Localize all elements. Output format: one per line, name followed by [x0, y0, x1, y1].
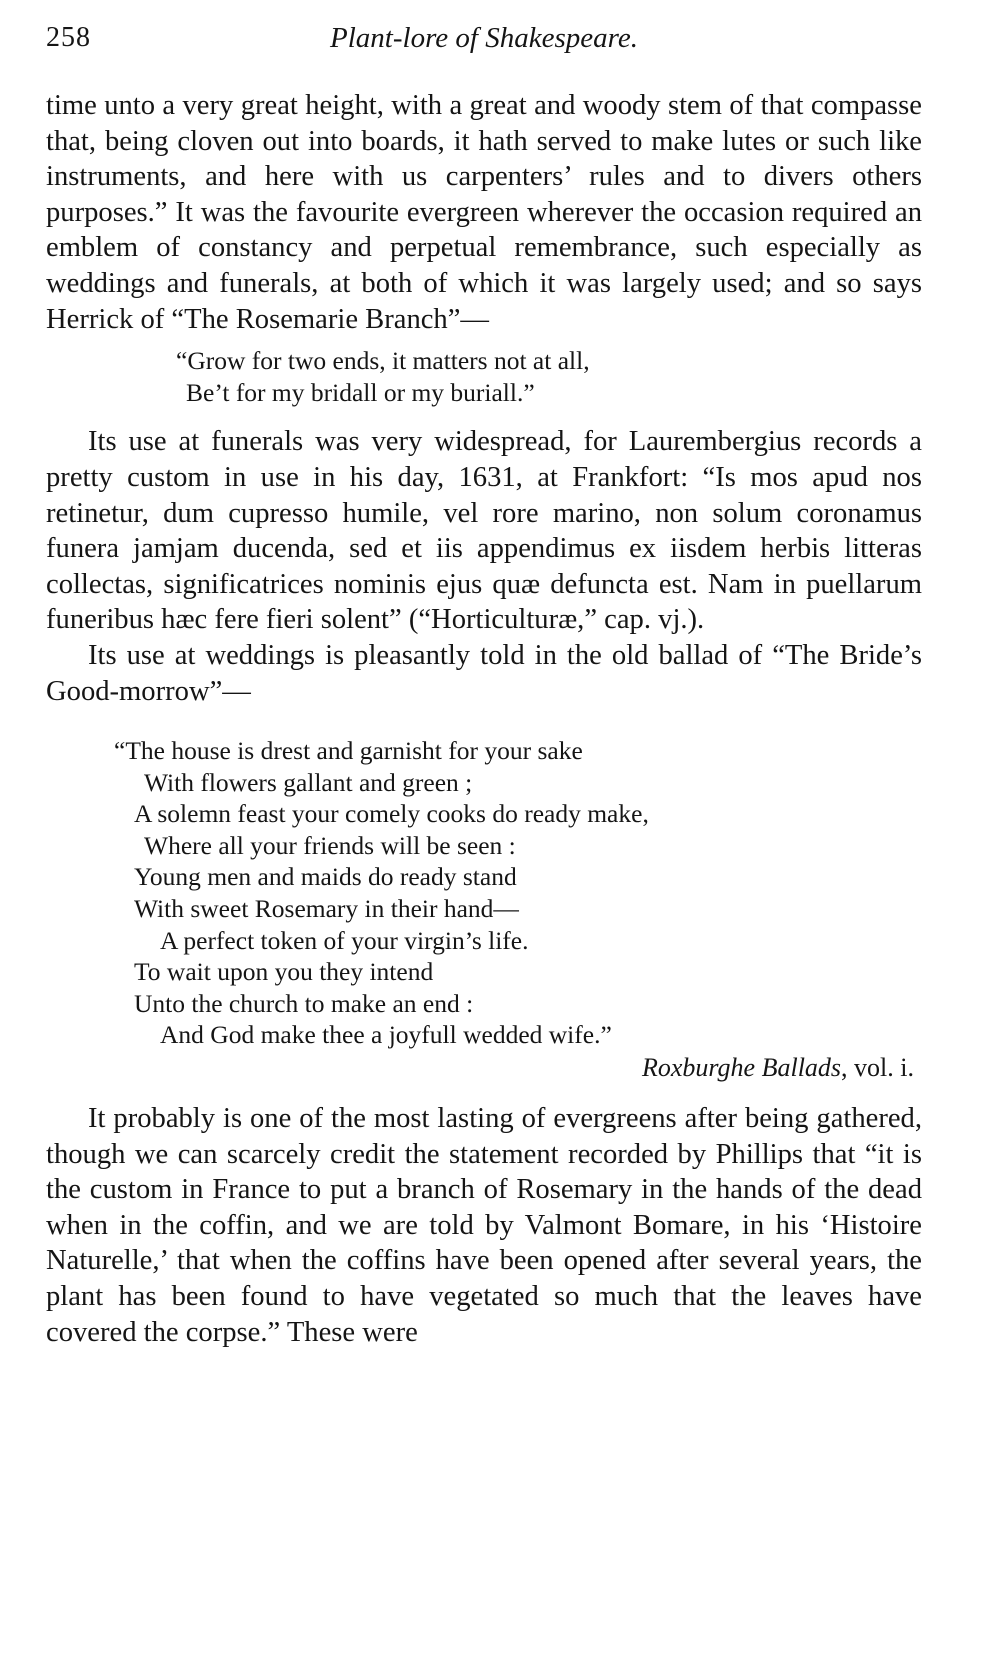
- paragraph-herrick: time unto a very great height, with a great and woody stem of that compasse that, being cloven out into boards, it hath served to make lutes or such like instruments, and here with us carpenters’ rules and to divers others purposes.” It was the favourite evergreen wherever the occasion required an emblem of constancy and perpetual remembrance, such especially as weddings and funerals, at both of which it was largely used; and so says Herrick of “The Rosemarie Branch”—: [46, 90, 922, 335]
- verse-line: A perfect token of your virgin’s life.: [160, 925, 529, 955]
- verse-citation: [46, 1051, 922, 1085]
- verse-line: To wait upon you they intend: [134, 957, 434, 987]
- verse-line: With sweet Rosemary in their hand—: [134, 894, 519, 924]
- paragraph-weddings: Its use at weddings is pleasantly told in the old ballad of “The Bride’s Good-morrow”—: [46, 639, 922, 707]
- verse-rosemarie-branch: [46, 345, 922, 408]
- verse-line: A solemn feast your comely cooks do ready make,: [134, 799, 649, 829]
- running-title: Plant-lore of Shakespeare.: [330, 22, 638, 54]
- verse-line: Where all your friends will be seen :: [144, 830, 516, 860]
- citation-volume: , vol. i.: [841, 1053, 914, 1083]
- verse-line: Be’t for my bridall or my buriall.”: [186, 377, 535, 407]
- book-page: [46, 0, 922, 1654]
- citation-title: Roxburghe Ballads: [641, 1053, 842, 1083]
- verse-line: “Grow for two ends, it matters not at all,: [176, 346, 590, 376]
- verse-brides-good-morrow: [46, 735, 922, 1051]
- page-number: 258: [46, 22, 91, 53]
- verse-line: With flowers gallant and green ;: [144, 767, 473, 797]
- verse-line: Young men and maids do ready stand: [134, 862, 517, 892]
- verse-line: And God make thee a joyfull wedded wife.”: [160, 1020, 612, 1050]
- page-body: [46, 88, 922, 1350]
- verse-line: “The house is drest and garnisht for your sake: [114, 736, 583, 766]
- page-header: [46, 22, 922, 62]
- verse-line: Unto the church to make an end :: [134, 988, 474, 1018]
- paragraph-funerals: Its use at funerals was very widespread, for Laurembergius records a pretty custom in use in his day, 1631, at Frankfort: “Is mos apud nos retinetur, dum cupresso humile, vel rore marino, non solum coronamus funera jamjam ducenda, sed et iis appendimus ex iisdem herbis litteras collectas, significatrices nominis ejus quæ defuncta est. Nam in puellarum funeribus hæc fere fieri solent” (“Horticulturæ,” cap. vj.).: [46, 426, 922, 636]
- paragraph-lasting-evergreen: It probably is one of the most lasting of evergreens after being gathered, though we can scarcely credit the statement recorded by Phillips that “it is the custom in France to put a branch of Rosemary in the hands of the dead when in the coffin, and we are told by Valmont Bomare, in his ‘Histoire Naturelle,’ that when the coffins have been opened after several years, the plant has been found to have vegetated so much that the leaves have covered the corpse.” These were: [46, 1103, 922, 1348]
